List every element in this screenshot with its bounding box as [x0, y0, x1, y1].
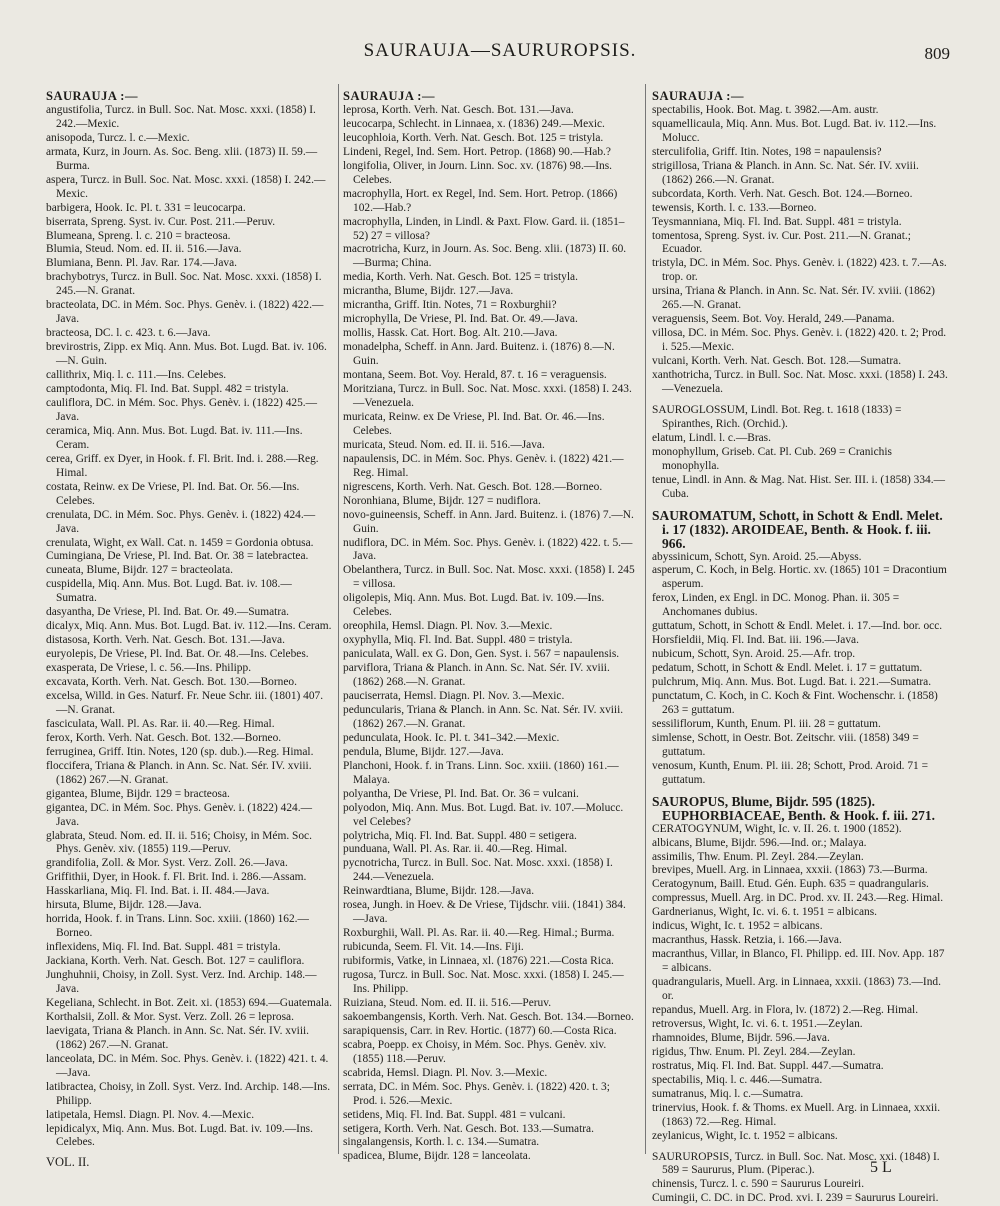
signature-mark: 5 L	[870, 1159, 892, 1176]
index-entry: macrophylla, Hort. ex Regel, Ind. Sem. Hort. Petrop. (1866) 102.—Hab.?	[343, 187, 618, 214]
index-entry: rostratus, Miq. Fl. Ind. Bat. Suppl. 447.—Sumatra.	[652, 1059, 884, 1072]
index-entry: squamellicaula, Miq. Ann. Mus. Bot. Lugd. Bat. iv. 112.—Ins. Molucc.	[652, 117, 937, 144]
entry-list	[343, 104, 635, 1164]
index-entry: cerea, Griff. ex Dyer, in Hook. f. Fl. Brit. Ind. i. 288.—Reg. Himal.	[46, 452, 319, 479]
page-header-title: SAURAUJA—SAURUROPSIS.	[363, 40, 637, 61]
index-entry: Blumiana, Benn. Pl. Jav. Rar. 174.—Java.	[46, 257, 237, 270]
index-entry: tristyla, DC. in Mém. Soc. Phys. Genèv. i. (1822) 423. t. 7.—As. trop. or.	[652, 257, 947, 284]
index-entry: oxyphylla, Miq. Fl. Ind. Bat. Suppl. 480 = tristyla.	[343, 634, 573, 647]
column-divider	[338, 84, 339, 1154]
index-entry: floccifera, Triana & Planch. in Ann. Sc. Nat. Sér. IV. xviii. (1862) 267.—N. Granat.	[46, 759, 312, 786]
index-entry: Planchoni, Hook. f. in Trans. Linn. Soc. xxiii. (1860) 161.—Malaya.	[343, 759, 619, 786]
index-entry: Cumingii, C. DC. in DC. Prod. xvi. I. 239 = Saururus Loureiri.	[652, 1192, 939, 1205]
index-entry: Teysmanniana, Miq. Fl. Ind. Bat. Suppl. 481 = tristyla.	[652, 215, 902, 228]
index-entry: Blumia, Steud. Nom. ed. II. ii. 516.—Java.	[46, 243, 242, 256]
index-entry: serrata, DC. in Mém. Soc. Phys. Genèv. i. (1822) 420. t. 3; Prod. i. 526.—Mexic.	[343, 1080, 610, 1107]
index-entry: bracteosa, DC. l. c. 423. t. 6.—Java.	[46, 327, 211, 340]
index-entry: novo-guineensis, Scheff. in Ann. Jard. Buitenz. i. (1876) 7.—N. Guin.	[343, 508, 634, 535]
index-entry: napaulensis, DC. in Mém. Soc. Phys. Genèv. i. (1822) 421.—Reg. Himal.	[343, 452, 624, 479]
index-entry: nubicum, Schott, Syn. Aroid. 25.—Afr. trop.	[652, 648, 856, 661]
index-entry: asperum, C. Koch, in Belg. Hortic. xv. (1865) 101 = Dracontium asperum.	[652, 564, 947, 591]
index-entry: chinensis, Turcz. l. c. 590 = Saururus Loureiri.	[652, 1178, 865, 1191]
index-entry: Jackiana, Korth. Verh. Nat. Gesch. Bot. 127 = cauliflora.	[46, 955, 305, 968]
index-entry: spectabilis, Miq. l. c. 446.—Sumatra.	[652, 1073, 823, 1086]
index-entry: parviflora, Triana & Planch. in Ann. Sc. Nat. Sér. IV. xviii. (1862) 268.—N. Granat.	[343, 662, 610, 689]
index-entry: punctatum, C. Koch, in C. Koch & Fint. Wochenschr. i. (1858) 263 = guttatum.	[652, 690, 938, 716]
index-entry: retroversus, Wight, Ic. vi. 6. t. 1951.—Zeylan.	[652, 1017, 863, 1030]
index-entry: oligolepis, Miq. Ann. Mus. Bot. Lugd. Bat. iv. 109.—Ins. Celebes.	[343, 592, 605, 619]
index-entry: macrophylla, Linden, in Lindl. & Paxt. Flow. Gard. ii. (1851–52) 27 = villosa?	[343, 215, 625, 242]
index-entry: barbigera, Hook. Ic. Pl. t. 331 = leucocarpa.	[46, 201, 246, 214]
index-entry: oreophila, Hemsl. Diagn. Pl. Nov. 3.—Mexic.	[343, 620, 553, 633]
index-entry: villosa, DC. in Mém. Soc. Phys. Genèv. i. (1822) 420. t. 2; Prod. i. 525.—Mexic.	[652, 327, 947, 354]
index-entry: rubiformis, Vatke, in Linnaea, xl. (1876) 221.—Costa Rica.	[343, 955, 614, 968]
index-entry: albicans, Blume, Bijdr. 596.—Ind. or.; Malaya.	[652, 836, 867, 849]
index-entry: brevipes, Muell. Arg. in Linnaea, xxxii. (1863) 73.—Burma.	[652, 864, 928, 877]
index-entry: muricata, Reinw. ex De Vriese, Pl. Ind. Bat. Or. 46.—Ins. Celebes.	[343, 410, 605, 437]
index-entry: leprosa, Korth. Verh. Nat. Gesch. Bot. 131.—Java.	[343, 103, 574, 116]
index-entry: sakoembangensis, Korth. Verh. Nat. Gesch. Bot. 134.—Borneo.	[343, 1010, 634, 1023]
index-entry: SAUROPUS, Blume, Bijdr. 595 (1825). EUPHORBIACEAE, Benth. & Hook. f. iii. 271.	[652, 793, 936, 823]
index-entry: Moritziana, Turcz. in Bull. Soc. Nat. Mosc. xxxi. (1858) I. 243.—Venezuela.	[343, 383, 632, 409]
index-entry: longifolia, Oliver, in Journ. Linn. Soc. xv. (1876) 98.—Ins. Celebes.	[343, 159, 612, 186]
index-entry: polyodon, Miq. Ann. Mus. Bot. Lugd. Bat. iv. 107.—Molucc. vel Celebes?	[343, 801, 624, 828]
index-entry: biserrata, Spreng. Syst. iv. Cur. Post. 211.—Peruv.	[46, 215, 276, 228]
index-entry: scabrida, Hemsl. Diagn. Pl. Nov. 3.—Mexic.	[343, 1066, 548, 1079]
index-entry: costata, Reinw. ex De Vriese, Pl. Ind. Bat. Or. 56.—Ins. Celebes.	[46, 480, 300, 507]
index-entry: media, Korth. Verh. Nat. Gesch. Bot. 125 = tristyla.	[343, 271, 578, 284]
genus-section-sauru/psis	[652, 1151, 952, 1206]
index-entry: guttatum, Schott, in Schott & Endl. Melet. i. 17.—Ind. bor. occ.	[652, 620, 943, 633]
index-entry: bracteolata, DC. in Mém. Soc. Phys. Genèv. i. (1822) 422.—Java.	[46, 299, 324, 326]
index-entry: Kegeliana, Schlecht. in Bot. Zeit. xi. (1853) 694.—Guatemala.	[46, 996, 332, 1009]
index-entry: micrantha, Blume, Bijdr. 127.—Java.	[343, 285, 514, 298]
index-entry: leucophloia, Korth. Verh. Nat. Gesch. Bot. 125 = tristyla.	[343, 131, 604, 144]
index-entry: Horsfieldii, Miq. Fl. Ind. Bat. iii. 196.—Java.	[652, 634, 859, 647]
index-entry: ferox, Korth. Verh. Nat. Gesch. Bot. 132.—Borneo.	[46, 731, 282, 744]
index-entry: singalangensis, Korth. l. c. 134.—Sumatra.	[343, 1136, 540, 1149]
index-entry: SAUROMATUM, Schott, in Schott & Endl. Melet. i. 17 (1832). AROIDEAE, Benth. & Hook. f. iii. 966.	[652, 507, 943, 551]
index-entry: indicus, Wight, Ic. t. 1952 = albicans.	[652, 920, 823, 933]
index-entry: abyssinicum, Schott, Syn. Aroid. 25.—Abyss.	[652, 550, 862, 563]
index-entry: sessiliflorum, Kunth, Enum. Pl. iii. 28 = guttatum.	[652, 717, 881, 730]
index-entry: trinervius, Hook. f. & Thoms. ex Muell. Arg. in Linnaea, xxxii. (1863) 72.—Reg. Himal.	[652, 1101, 941, 1128]
index-entry: SAURUROPSIS, Turcz. in Bull. Soc. Nat. Mosc. xxi. (1848) I. 589 = Saururus, Plum. (Piperac.).	[652, 1150, 940, 1177]
index-entry: monadelpha, Scheff. in Ann. Jard. Buitenz. i. (1876) 8.—N. Guin.	[343, 341, 615, 368]
index-entry: spectabilis, Hook. Bot. Mag. t. 3982.—Am. austr.	[652, 103, 879, 116]
index-entry: grandifolia, Zoll. & Mor. Syst. Verz. Zoll. 26.—Java.	[46, 857, 288, 870]
index-entry: gigantea, DC. in Mém. Soc. Phys. Genèv. i. (1822) 424.—Java.	[46, 801, 312, 828]
index-entry: sumatranus, Miq. l. c.—Sumatra.	[652, 1087, 804, 1100]
index-entry: punduana, Wall. Pl. As. Rar. ii. 40.—Reg. Himal.	[343, 843, 568, 856]
index-column-3	[652, 90, 952, 1206]
index-entry: mollis, Hassk. Cat. Hort. Bog. Alt. 210.—Java.	[343, 327, 558, 340]
index-entry: sterculifolia, Griff. Itin. Notes, 198 = napaulensis?	[652, 145, 882, 158]
index-entry: repandus, Muell. Arg. in Flora, lv. (1872) 2.—Reg. Himal.	[652, 1004, 919, 1016]
index-entry: macrotricha, Kurz, in Journ. As. Soc. Beng. xlii. (1873) II. 60.—Burma; China.	[343, 243, 627, 270]
column-divider	[645, 84, 646, 1154]
index-entry: Griffithii, Dyer, in Hook. f. Fl. Brit. Ind. i. 286.—Assam.	[46, 871, 307, 884]
index-entry: tenue, Lindl. in Ann. & Mag. Nat. Hist. Ser. III. i. (1858) 334.—Cuba.	[652, 473, 945, 500]
index-entry: laevigata, Triana & Planch. in Ann. Sc. Nat. Sér. IV. xviii. (1862) 267.—N. Granat.	[46, 1024, 310, 1051]
index-entry: armata, Kurz, in Journ. As. Soc. Beng. xlii. (1873) II. 59.—Burma.	[46, 145, 318, 172]
volume-label: VOL. II.	[46, 1155, 90, 1169]
index-entry: assimilis, Thw. Enum. Pl. Zeyl. 284.—Zeylan.	[652, 850, 864, 863]
index-entry: horrida, Hook. f. in Trans. Linn. Soc. xxiii. (1860) 162.—Borneo.	[46, 913, 309, 940]
index-entry: tewensis, Korth. l. c. 133.—Borneo.	[652, 201, 817, 214]
index-entry: macranthus, Villar, in Blanco, Fl. Philipp. ed. III. Nov. App. 187 = albicans.	[652, 948, 945, 975]
index-entry: SAUROGLOSSUM, Lindl. Bot. Reg. t. 1618 (1833) = Spiranthes, Rich. (Orchid.).	[652, 403, 902, 430]
index-entry: nigrescens, Korth. Verh. Nat. Gesch. Bot. 128.—Borneo.	[343, 480, 603, 493]
index-entry: Hasskarliana, Miq. Fl. Ind. Bat. i. II. 484.—Java.	[46, 885, 270, 898]
index-entry: leucocarpa, Schlecht. in Linnaea, x. (1836) 249.—Mexic.	[343, 117, 605, 130]
index-entry: Lindeni, Regel, Ind. Sem. Hort. Petrop. (1868) 90.—Hab.?	[343, 145, 611, 158]
index-entry: distasosa, Korth. Verh. Nat. Gesch. Bot. 131.—Java.	[46, 634, 285, 647]
index-entry: Reinwardtiana, Blume, Bijdr. 128.—Java.	[343, 885, 535, 898]
index-entry: subcordata, Korth. Verh. Nat. Gesch. Bot. 124.—Borneo.	[652, 187, 913, 200]
index-entry: gigantea, Blume, Bijdr. 129 = bracteosa.	[46, 787, 230, 800]
index-entry: Ceratogynum, Baill. Etud. Gén. Euph. 635 = quadrangularis.	[652, 878, 929, 891]
entry-list	[652, 104, 952, 397]
index-entry: excavata, Korth. Verh. Nat. Gesch. Bot. 130.—Borneo.	[46, 676, 297, 689]
genus-section-sauroglossum	[652, 404, 952, 502]
index-entry: aspera, Turcz. in Bull. Soc. Nat. Mosc. xxxi. (1858) I. 242.—Mexic.	[46, 173, 326, 200]
index-entry: angustifolia, Turcz. in Bull. Soc. Nat. Mosc. xxxi. (1858) I. 242.—Mexic.	[46, 103, 316, 130]
genus-section-sauropus	[652, 795, 952, 1144]
index-entry: micrantha, Griff. Itin. Notes, 71 = Roxburghii?	[343, 299, 557, 312]
index-entry: Korthalsii, Zoll. & Mor. Syst. Verz. Zoll. 26 = leprosa.	[46, 1010, 294, 1023]
index-entry: setidens, Miq. Fl. Ind. Bat. Suppl. 481 = vulcani.	[343, 1108, 566, 1121]
index-entry: Roxburghii, Wall. Pl. As. Rar. ii. 40.—Reg. Himal.; Burma.	[343, 927, 615, 940]
index-entry: lanceolata, DC. in Mém. Soc. Phys. Genèv. i. (1822) 421. t. 4.—Java.	[46, 1052, 329, 1079]
index-entry: latibractea, Choisy, in Zoll. Syst. Verz. Ind. Archip. 148.—Ins. Philipp.	[46, 1080, 331, 1107]
column-heading: SAURAUJA :—	[343, 89, 435, 103]
index-entry: rigidus, Thw. Enum. Pl. Zeyl. 284.—Zeylan.	[652, 1045, 856, 1058]
index-entry: monophyllum, Griseb. Cat. Pl. Cub. 269 = Cranichis monophylla.	[652, 445, 892, 472]
index-entry: scabra, Poepp. ex Choisy, in Mém. Soc. Phys. Genèv. xiv. (1855) 118.—Peruv.	[343, 1038, 607, 1065]
index-entry: peduncularis, Triana & Planch. in Ann. Sc. Nat. Sér. IV. xviii. (1862) 267.—N. Granat.	[343, 703, 624, 730]
index-entry: nudiflora, DC. in Mém. Soc. Phys. Genèv. i. (1822) 422. t. 5.—Java.	[343, 536, 633, 563]
index-entry: sarapiquensis, Carr. in Rev. Hortic. (1877) 60.—Costa Rica.	[343, 1024, 617, 1037]
index-entry: cauliflora, DC. in Mém. Soc. Phys. Genèv. i. (1822) 425.—Java.	[46, 396, 318, 423]
index-entry: anisopoda, Turcz. l. c.—Mexic.	[46, 131, 190, 144]
index-entry: CERATOGYNUM, Wight, Ic. v. II. 26. t. 1900 (1852).	[652, 822, 902, 835]
index-entry: compressus, Muell. Arg. in DC. Prod. xv. II. 243.—Reg. Himal.	[652, 892, 944, 905]
column-heading: SAURAUJA :—	[652, 89, 744, 103]
index-entry: glabrata, Steud. Nom. ed. II. ii. 516; Choisy, in Mém. Soc. Phys. Genèv. xiv. (1855) 119.—Peruv.	[46, 829, 312, 856]
index-entry: Cumingiana, De Vriese, Pl. Ind. Bat. Or. 38 = latebractea.	[46, 550, 309, 563]
index-entry: excelsa, Willd. in Ges. Naturf. Fr. Neue Schr. iii. (1801) 407.—N. Granat.	[46, 689, 324, 716]
index-entry: fasciculata, Wall. Pl. As. Rar. ii. 40.—Reg. Himal.	[46, 717, 275, 730]
index-entry: Noronhiana, Blume, Bijdr. 127 = nudiflora.	[343, 494, 541, 507]
index-entry: dicalyx, Miq. Ann. Mus. Bot. Lugd. Bat. iv. 112.—Ins. Ceram.	[46, 620, 332, 633]
genus-section-sauromatum	[652, 509, 952, 788]
index-column-2	[343, 90, 635, 1164]
index-entry: zeylanicus, Wight, Ic. t. 1952 = albicans.	[652, 1129, 838, 1142]
index-entry: vulcani, Korth. Verh. Nat. Gesch. Bot. 128.—Sumatra.	[652, 355, 902, 368]
page-number: 809	[924, 44, 950, 63]
index-entry: crenulata, Wight, ex Wall. Cat. n. 1459 = Gordonia obtusa.	[46, 536, 314, 549]
index-entry: ferox, Linden, ex Engl. in DC. Monog. Phan. ii. 305 = Anchomanes dubius.	[652, 592, 900, 619]
index-entry: muricata, Steud. Nom. ed. II. ii. 516.—Java.	[343, 438, 545, 451]
index-entry: Blumeana, Spreng. l. c. 210 = bracteosa.	[46, 229, 231, 242]
index-entry: xanthotricha, Turcz. in Bull. Soc. Nat. Mosc. xxxi. (1858) I. 243.—Venezuela.	[652, 369, 948, 396]
index-entry: rubicunda, Seem. Fl. Vit. 14.—Ins. Fiji.	[343, 941, 524, 954]
index-entry: exasperata, De Vriese, l. c. 56.—Ins. Philipp.	[46, 662, 252, 675]
index-entry: polytricha, Miq. Fl. Ind. Bat. Suppl. 480 = setigera.	[343, 829, 577, 842]
index-entry: spadicea, Blume, Bijdr. 128 = lanceolata.	[343, 1150, 531, 1163]
index-entry: euryolepis, De Vriese, Pl. Ind. Bat. Or. 48.—Ins. Celebes.	[46, 648, 309, 661]
index-entry: rugosa, Turcz. in Bull. Soc. Nat. Mosc. xxxi. (1858) I. 245.—Ins. Philipp.	[343, 969, 624, 995]
index-entry: tomentosa, Spreng. Syst. iv. Cur. Post. 211.—N. Granat.; Ecuador.	[652, 229, 911, 256]
index-entry: ferruginea, Griff. Itin. Notes, 120 (sp. dub.).—Reg. Himal.	[46, 745, 314, 758]
index-entry: dasyantha, De Vriese, Pl. Ind. Bat. Or. 49.—Sumatra.	[46, 606, 290, 619]
column-heading: SAURAUJA :—	[46, 89, 138, 103]
index-entry: Junghuhnii, Choisy, in Zoll. Syst. Verz. Ind. Archip. 148.—Java.	[46, 969, 317, 995]
index-entry: montana, Seem. Bot. Voy. Herald, 87. t. 16 = veraguensis.	[343, 369, 607, 382]
index-entry: callithrix, Miq. l. c. 111.—Ins. Celebes.	[46, 369, 227, 382]
index-entry: hirsuta, Blume, Bijdr. 128.—Java.	[46, 899, 202, 912]
index-entry: camptodonta, Miq. Fl. Ind. Bat. Suppl. 482 = tristyla.	[46, 383, 289, 396]
index-entry: latipetala, Hemsl. Diagn. Pl. Nov. 4.—Mexic.	[46, 1108, 255, 1121]
index-entry: elatum, Lindl. l. c.—Bras.	[652, 431, 771, 444]
index-entry: lepidicalyx, Miq. Ann. Mus. Bot. Lugd. Bat. iv. 109.—Ins. Celebes.	[46, 1122, 313, 1149]
index-entry: paniculata, Wall. ex G. Don, Gen. Syst. i. 567 = napaulensis.	[343, 648, 620, 661]
index-entry: polyantha, De Vriese, Pl. Ind. Bat. Or. 36 = vulcani.	[343, 787, 579, 800]
index-entry: rhamnoides, Blume, Bijdr. 596.—Java.	[652, 1031, 830, 1044]
index-entry: setigera, Korth. Verh. Nat. Gesch. Bot. 133.—Sumatra.	[343, 1122, 594, 1135]
index-entry: Gardnerianus, Wight, Ic. vi. 6. t. 1951 = albicans.	[652, 906, 877, 919]
index-entry: pulchrum, Miq. Ann. Mus. Bot. Lugd. Bat. i. 221.—Sumatra.	[652, 676, 932, 689]
index-entry: rosea, Jungh. in Hoev. & De Vriese, Tijdschr. viii. (1841) 384.—Java.	[343, 899, 626, 926]
index-entry: ceramica, Miq. Ann. Mus. Bot. Lugd. Bat. iv. 111.—Ins. Ceram.	[46, 424, 303, 451]
index-entry: Obelanthera, Turcz. in Bull. Soc. Nat. Mosc. xxxi. (1858) I. 245 = villosa.	[343, 564, 635, 591]
index-entry: venosum, Kunth, Enum. Pl. iii. 28; Schott, Prod. Aroid. 71 = guttatum.	[652, 759, 929, 786]
index-entry: crenulata, DC. in Mém. Soc. Phys. Genèv. i. (1822) 424.—Java.	[46, 508, 316, 535]
index-entry: cuspidella, Miq. Ann. Mus. Bot. Lugd. Bat. iv. 108.—Sumatra.	[46, 578, 292, 605]
entry-list	[46, 104, 332, 1150]
index-entry: Ruiziana, Steud. Nom. ed. II. ii. 516.—Peruv.	[343, 996, 552, 1009]
index-entry: pendula, Blume, Bijdr. 127.—Java.	[343, 745, 504, 758]
index-entry: ursina, Triana & Planch. in Ann. Sc. Nat. Sér. IV. xviii. (1862) 265.—N. Granat.	[652, 285, 935, 312]
index-entry: pycnotricha, Turcz. in Bull. Soc. Nat. Mosc. xxxi. (1858) I. 244.—Venezuela.	[343, 857, 613, 884]
index-entry: simlense, Schott, in Oestr. Bot. Zeitschr. viii. (1858) 349 = guttatum.	[652, 731, 919, 758]
index-entry: veraguensis, Seem. Bot. Voy. Herald, 249.—Panama.	[652, 313, 895, 326]
index-entry: pedatum, Schott, in Schott & Endl. Melet. i. 17 = guttatum.	[652, 662, 923, 675]
index-entry: pauciserrata, Hemsl. Diagn. Pl. Nov. 3.—Mexic.	[343, 689, 565, 702]
index-entry: brevirostris, Zipp. ex Miq. Ann. Mus. Bot. Lugd. Bat. iv. 106.—N. Guin.	[46, 341, 327, 368]
index-entry: brachybotrys, Turcz. in Bull. Soc. Nat. Mosc. xxxi. (1858) I. 245.—N. Granat.	[46, 271, 322, 298]
index-entry: pedunculata, Hook. Ic. Pl. t. 341–342.—Mexic.	[343, 731, 560, 744]
index-entry: quadrangularis, Muell. Arg. in Linnaea, xxxii. (1863) 73.—Ind. or.	[652, 976, 941, 1003]
index-entry: cuneata, Blume, Bijdr. 127 = bracteolata.	[46, 564, 234, 577]
index-entry: strigillosa, Triana & Planch. in Ann. Sc. Nat. Sér. IV. xviii. (1862) 266.—N. Granat.	[652, 159, 919, 186]
index-entry: microphylla, De Vriese, Pl. Ind. Bat. Or. 49.—Java.	[343, 313, 578, 326]
index-entry: inflexidens, Miq. Fl. Ind. Bat. Suppl. 481 = tristyla.	[46, 941, 281, 954]
index-column-1	[46, 90, 332, 1150]
index-entry: macranthus, Hassk. Retzia, i. 166.—Java.	[652, 934, 842, 947]
